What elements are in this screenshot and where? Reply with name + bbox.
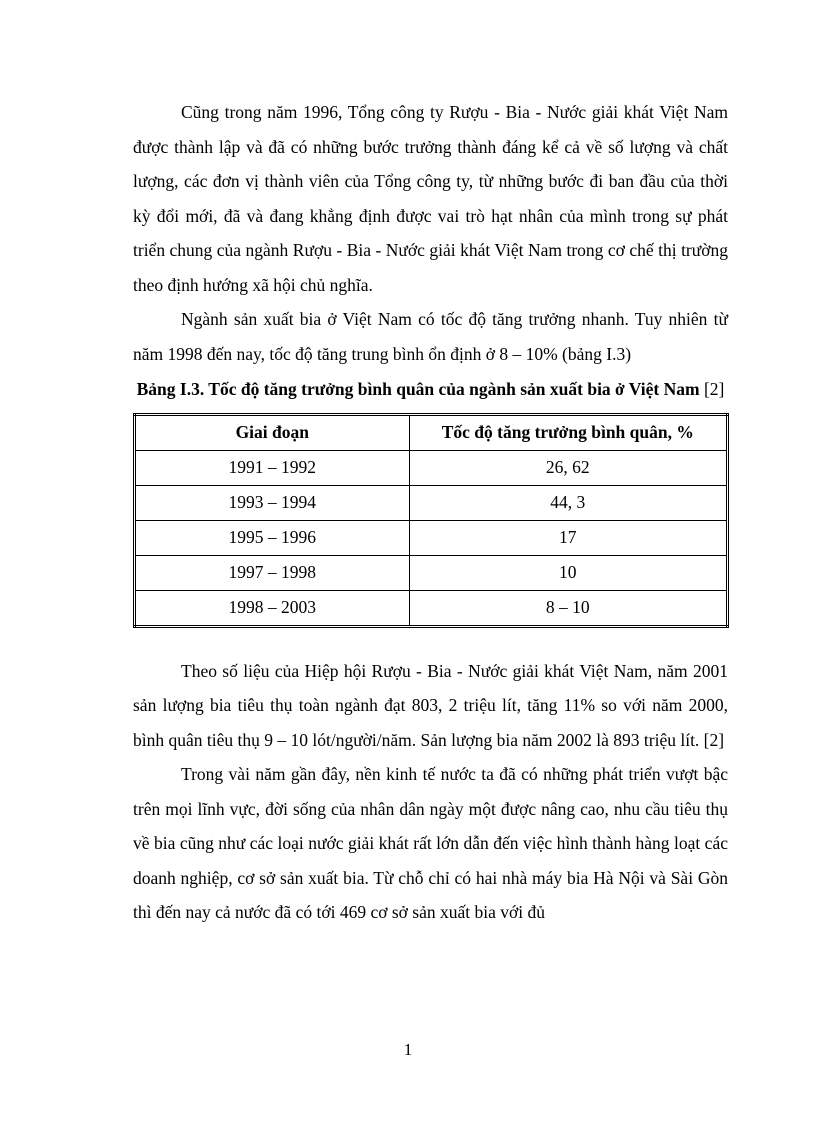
table-caption-text: Bảng I.3. Tốc độ tăng trưởng bình quân của ngành sản xuất bia ở Việt Nam [136, 379, 700, 399]
paragraph-1: Cũng trong năm 1996, Tổng công ty Rượu - Bia - Nước giải khát Việt Nam được thành lập và đã có những bước trưởng thành đáng kể cả về số lượng và chất lượng, các đơn vị thành viên của Tổng công ty, từ những bước đi ban đầu của thời kỳ đổi mới, đã và đang khẳng định được vai trò hạt nhân của mình trong sự phát triển chung của ngành Rượu - Bia - Nước giải khát Việt Nam trong cơ chế thị trường theo định hướng xã hội chủ nghĩa. [133, 102, 728, 295]
table-row [135, 555, 728, 590]
document-page [133, 95, 728, 930]
table-row [135, 485, 728, 520]
paragraph-4: Trong vài năm gần đây, nền kinh tế nước ta đã có những phát triển vượt bậc trên mọi lĩnh vực, đời sống của nhân dân ngày một được nâng cao, nhu cầu tiêu thụ về bia cũng như các loại nước giải khát rất lớn dẫn đến việc hình thành hàng loạt các doanh nghiệp, cơ sở sản xuất bia. Từ chỗ chỉ có hai nhà máy bia Hà Nội và Sài Gòn thì đến nay cả nước đã có tới 469 cơ sở sản xuất bia với đủ [133, 764, 728, 922]
table-caption-reference: [2] [703, 379, 725, 399]
header-period: Giai đoạn [135, 414, 410, 450]
cell-growth-rate: 17 [409, 520, 727, 555]
table-row [135, 520, 728, 555]
paragraph-2: Ngành sản xuất bia ở Việt Nam có tốc độ tăng trưởng nhanh. Tuy nhiên từ năm 1998 đến nay, tốc độ tăng trung bình ổn định ở 8 – 10% (bảng I.3) [133, 309, 728, 364]
growth-rate-table [133, 413, 729, 628]
paragraph-3: Theo số liệu của Hiệp hội Rượu - Bia - Nước giải khát Việt Nam, năm 2001 sản lượng bia tiêu thụ toàn ngành đạt 803, 2 triệu lít, tăng 11% so với năm 2000, bình quân tiêu thụ 9 – 10 lót/người/năm. Sản lượng bia năm 2002 là 893 triệu lít. [2] [133, 660, 728, 750]
header-growth-rate: Tốc độ tăng trưởng bình quân, % [409, 414, 727, 450]
cell-period: 1998 – 2003 [135, 590, 410, 626]
table-header-row [135, 414, 728, 450]
cell-growth-rate: 10 [409, 555, 727, 590]
cell-growth-rate: 44, 3 [409, 485, 727, 520]
cell-growth-rate: 8 – 10 [409, 590, 727, 626]
body-after-table [133, 654, 728, 930]
cell-period: 1993 – 1994 [135, 485, 410, 520]
cell-period: 1995 – 1996 [135, 520, 410, 555]
table-caption [133, 372, 728, 407]
page-number: 1 [403, 1040, 413, 1059]
table-row [135, 590, 728, 626]
cell-period: 1991 – 1992 [135, 450, 410, 485]
cell-period: 1997 – 1998 [135, 555, 410, 590]
cell-growth-rate: 26, 62 [409, 450, 727, 485]
table-row [135, 450, 728, 485]
